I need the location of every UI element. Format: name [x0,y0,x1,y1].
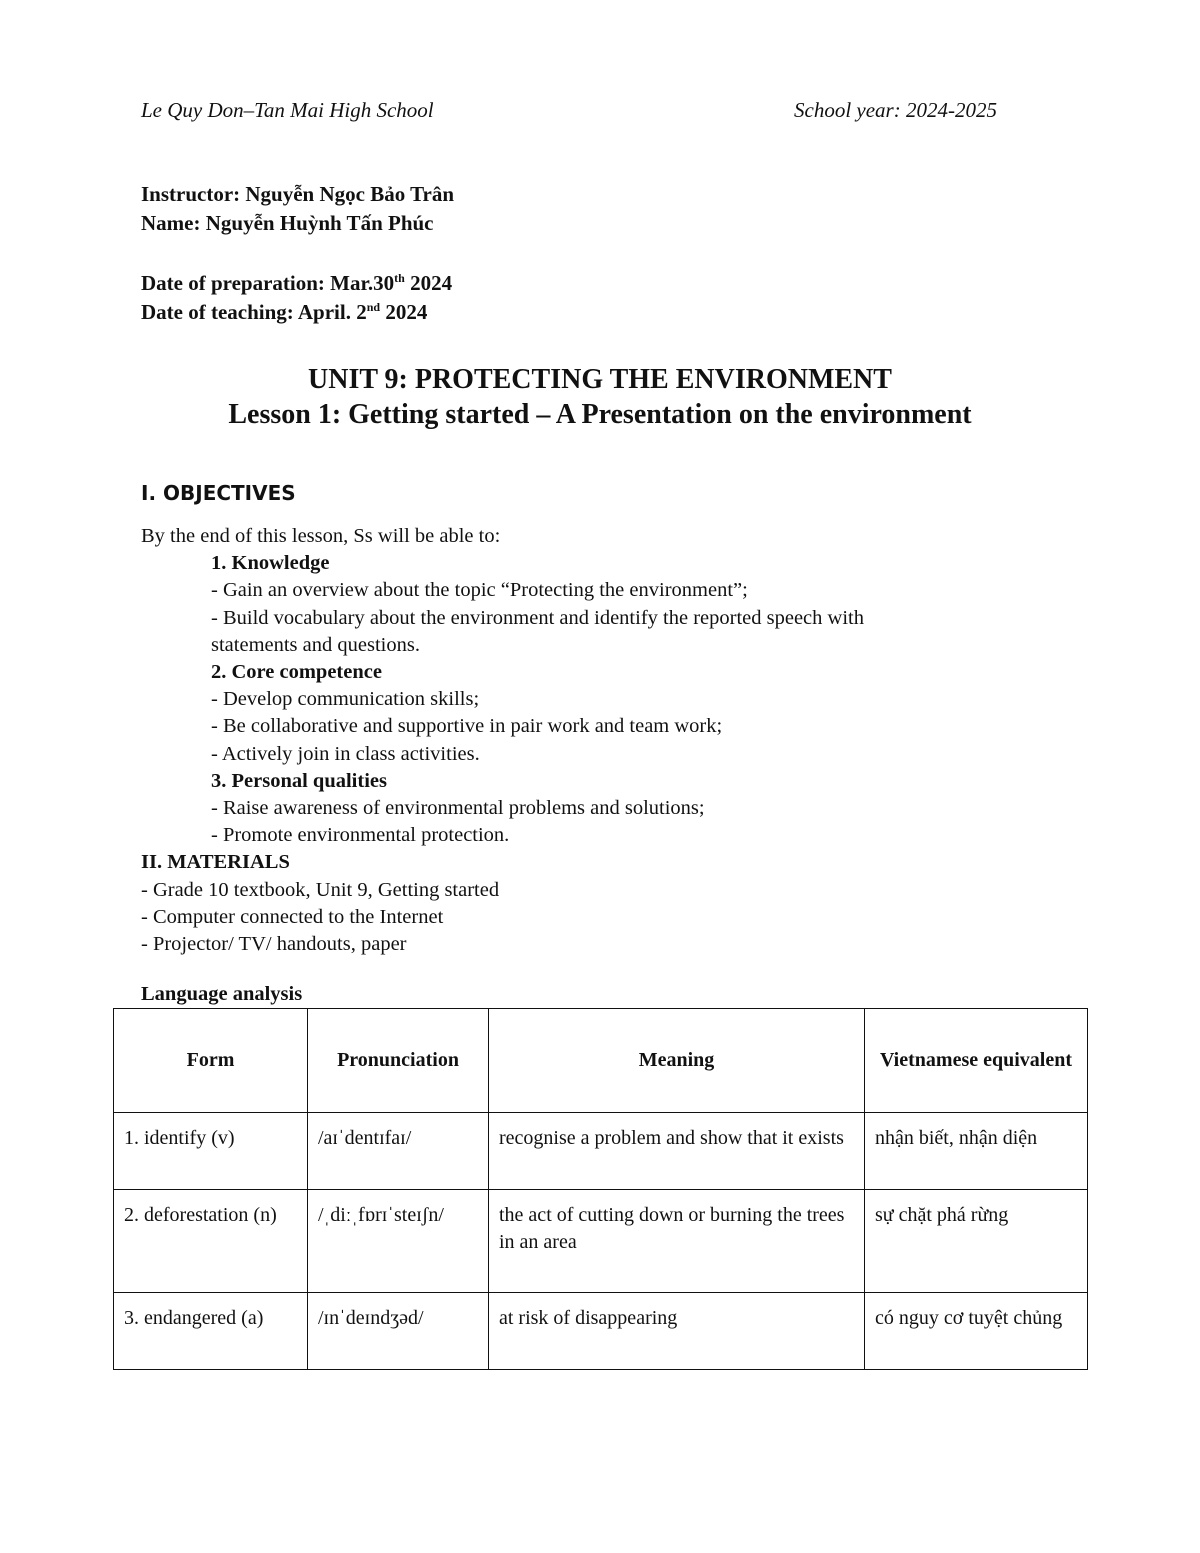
name-line: Name: Nguyễn Huỳnh Tấn Phúc [141,211,434,235]
form-cell: 1. identify (v) [114,1113,308,1190]
meaning-cell: recognise a problem and show that it exists [489,1113,865,1190]
pronunciation-cell: /ɪnˈdeɪndʒəd/ [308,1293,489,1370]
pronunciation-cell: /ˌdiːˌfɒrɪˈsteɪʃn/ [308,1190,489,1293]
instructor-line: Instructor: Nguyễn Ngọc Bảo Trân [141,182,455,206]
vietnamese-cell: sự chặt phá rừng [865,1190,1088,1293]
form-cell: 2. deforestation (n) [114,1190,308,1293]
language-analysis-heading: Language analysis [141,983,303,1005]
column-header: Pronunciation [308,1009,489,1113]
form-cell: 3. endangered (a) [114,1293,308,1370]
list-item: - Raise awareness of environmental problems and solutions; [211,797,705,820]
date-teaching: Date of teaching: April. 2nd 2024 [141,300,428,324]
column-header: Form [114,1009,308,1113]
lesson-meta [141,180,454,238]
table-row [114,1293,1088,1370]
objectives-body [141,523,864,958]
objectives-intro: By the end of this lesson, Ss will be able to: [141,525,501,547]
dates-block [141,269,452,327]
list-item: - Build vocabulary about the environment and identify the reported speech with [211,606,864,629]
list-item: - Promote environmental protection. [211,824,510,847]
list-item: - Computer connected to the Internet [141,905,444,928]
core-heading: 2. Core competence [211,661,382,684]
vocabulary-table [113,1008,1088,1370]
list-item: - Gain an overview about the topic “Protecting the environment”; [211,579,748,602]
list-item: - Actively join in class activities. [211,742,480,765]
table-row [114,1113,1088,1190]
table-header-row [114,1009,1088,1113]
objectives-heading: I. OBJECTIVES [141,481,296,505]
unit-title: UNIT 9: PROTECTING THE ENVIRONMENT [308,364,892,395]
table-row [114,1190,1088,1293]
personal-heading: 3. Personal qualities [211,769,387,792]
list-item: - Projector/ TV/ handouts, paper [141,933,407,956]
column-header: Meaning [489,1009,865,1113]
column-header: Vietnamese equivalent [865,1009,1088,1113]
pronunciation-cell: /aɪˈdentɪfaɪ/ [308,1113,489,1190]
meaning-cell: at risk of disappearing [489,1293,865,1370]
list-item: statements and questions. [211,633,420,656]
list-item: - Be collaborative and supportive in pair work and team work; [211,715,723,738]
vietnamese-cell: có nguy cơ tuyệt chủng [865,1293,1088,1370]
list-item: - Develop communication skills; [211,688,480,711]
date-preparation: Date of preparation: Mar.30th 2024 [141,271,453,295]
materials-heading: II. MATERIALS [141,851,290,874]
list-item: - Grade 10 textbook, Unit 9, Getting started [141,878,500,901]
knowledge-heading: 1. Knowledge [211,552,330,575]
lesson-title: Lesson 1: Getting started – A Presentation on the environment [228,399,972,430]
vietnamese-cell: nhận biết, nhận diện [865,1113,1088,1190]
meaning-cell: the act of cutting down or burning the trees in an area [489,1190,865,1293]
school-name: Le Quy Don–Tan Mai High School [141,98,434,122]
school-year: School year: 2024-2025 [794,98,997,122]
